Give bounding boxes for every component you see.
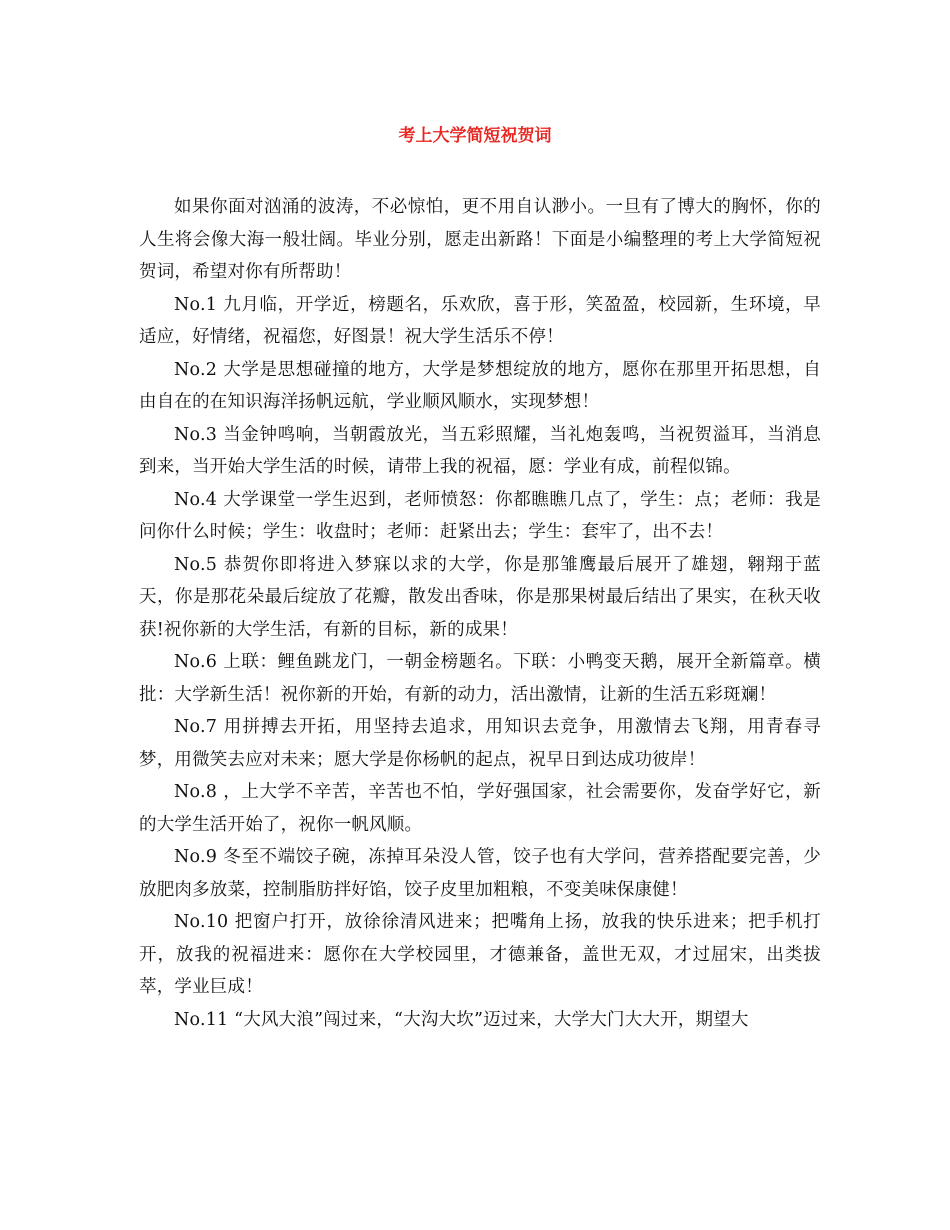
greeting-paragraph-11: No.11 “大风大浪”闯过来，“大沟大坎”迈过来，大学大门大大开，期望大 [174,1009,749,1030]
greeting-paragraph-9: No.9 冬至不端饺子碗，冻掉耳朵没人管，饺子也有大学问，营养搭配要完善，少放肥肉多放菜，控制脂肪拌好馅，饺子皮里加粗粮，不变美味保康健！ [139,847,821,900]
greeting-paragraph-3: No.3 当金钟鸣响，当朝霞放光，当五彩照耀，当礼炮轰鸣，当祝贺溢耳，当消息到来，当开始大学生活的时候，请带上我的祝福，愿：学业有成，前程似锦。 [139,424,821,477]
greeting-paragraph-2: No.2 大学是思想碰撞的地方，大学是梦想绽放的地方，愿你在那里开拓思想，自由自在的在知识海洋扬帆远航，学业顺风顺水，实现梦想！ [139,359,821,412]
greeting-paragraph-8: No.8 ，上大学不辛苦，辛苦也不怕，学好强国家，社会需要你，发奋学好它，新的大学生活开始了，祝你一帆风顺。 [139,782,821,835]
greeting-paragraph-1: No.1 九月临，开学近，榜题名，乐欢欣，喜于形，笑盈盈，校园新，生环境，早适应，好情绪，祝福您，好图景！祝大学生活乐不停！ [139,294,821,347]
greeting-paragraph-7: No.7 用拼搏去开拓，用坚持去追求，用知识去竞争，用激情去飞翔，用青春寻梦，用微笑去应对未来；愿大学是你杨帆的起点，祝早日到达成功彼岸！ [139,717,821,770]
greeting-paragraph-6: No.6 上联：鲤鱼跳龙门，一朝金榜题名。下联：小鸭变天鹅，展开全新篇章。横批：大学新生活！祝你新的开始，有新的动力，活出激情，让新的生活五彩斑斓！ [139,652,821,705]
document-body [139,191,821,1036]
greeting-paragraph-10: No.10 把窗户打开，放徐徐清风进来；把嘴角上扬，放我的快乐进来；把手机打开，放我的祝福进来：愿你在大学校园里，才德兼备，盖世无双，才过屈宋，出类拔萃，学业巨成！ [139,912,821,997]
greeting-paragraph-5: No.5 恭贺你即将进入梦寐以求的大学，你是那雏鹰最后展开了雄翅，翱翔于蓝天，你是那花朵最后绽放了花瓣，散发出香味，你是那果树最后结出了果实，在秋天收获!祝你新的大学生活，有新的目标，新的成果！ [139,554,821,640]
intro-paragraph: 如果你面对汹涌的波涛，不必惊怕，更不用自认渺小。一旦有了博大的胸怀，你的人生将会像大海一般壮阔。毕业分别，愿走出新路！下面是小编整理的考上大学简短祝贺词，希望对你有所帮助！ [139,197,821,282]
page-title: 考上大学简短祝贺词 [398,126,552,146]
greeting-paragraph-4: No.4 大学课堂一学生迟到，老师愤怒：你都瞧瞧几点了，学生：点；老师：我是问你什么时候；学生：收盘时；老师：赶紧出去；学生：套牢了，出不去！ [139,489,821,542]
